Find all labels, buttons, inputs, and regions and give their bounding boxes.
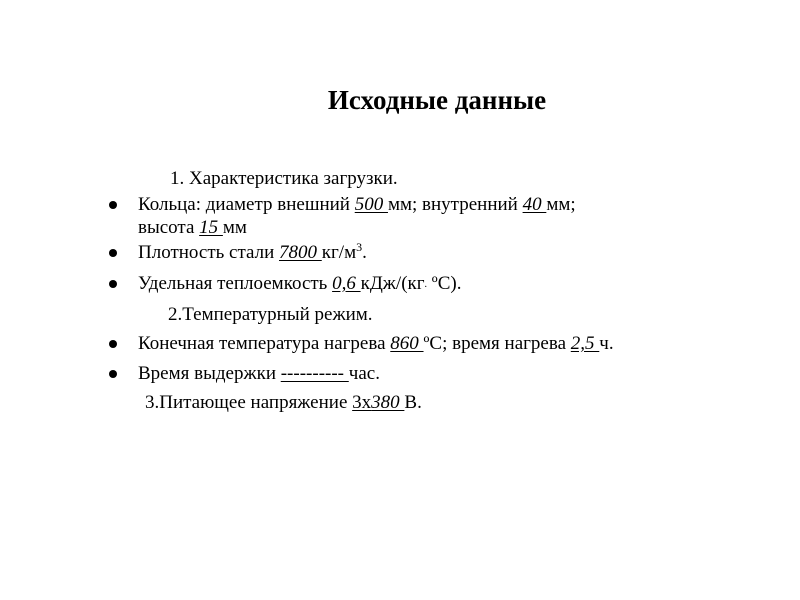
final-temp-unit: ºС; время нагрева xyxy=(423,333,571,354)
section-1-heading: 1. Характеристика загрузки. xyxy=(170,168,398,189)
heat-capacity-dot: . xyxy=(424,279,428,290)
heat-capacity-unit: кДж/(кг xyxy=(360,273,425,294)
section-3-heading xyxy=(145,392,422,414)
hold-time-label: Время выдержки xyxy=(138,363,281,384)
rings-label: Кольца: диаметр внешний xyxy=(138,194,355,215)
hold-time-value: ---------- xyxy=(280,363,349,384)
heating-time-value: 2,5 xyxy=(570,333,600,354)
slide-title: Исходные данные xyxy=(327,85,547,115)
density-end: . xyxy=(362,242,367,263)
final-temp-line xyxy=(138,333,614,355)
heat-capacity-unit-2: ºС). xyxy=(427,273,462,294)
density-value: 7800 xyxy=(279,242,322,263)
heat-capacity-line xyxy=(138,273,461,296)
hold-time-line xyxy=(138,363,380,385)
heat-capacity-value: 0,6 xyxy=(332,273,361,294)
final-temp-label: Конечная температура нагрева xyxy=(138,333,391,354)
rings-height-label: высота xyxy=(138,217,200,238)
rings-unit-1: мм; внутренний xyxy=(387,194,523,215)
density-unit: кг/м xyxy=(321,242,357,263)
hold-time-unit: час. xyxy=(348,363,380,384)
rings-height-unit: мм xyxy=(222,217,247,238)
rings-height-value: 15 xyxy=(199,217,223,238)
bullet-icon xyxy=(109,249,117,257)
rings-unit-2: мм; xyxy=(546,194,576,215)
density-sup: 3 xyxy=(356,240,363,254)
section-2-heading: 2.Температурный режим. xyxy=(168,304,373,325)
heating-time-unit: ч. xyxy=(599,333,614,354)
voltage-unit: В. xyxy=(404,392,422,413)
bullet-icon xyxy=(109,370,117,378)
bullet-icon xyxy=(109,340,117,348)
heat-capacity-label: Удельная теплоемкость xyxy=(138,273,333,294)
density-line xyxy=(138,242,367,264)
rings-inner-value: 40 xyxy=(522,194,547,215)
bullet-icon xyxy=(109,201,117,209)
rings-line xyxy=(138,194,576,216)
rings-outer-value: 500 xyxy=(354,194,388,215)
final-temp-value: 860 xyxy=(390,333,424,354)
density-label: Плотность стали xyxy=(138,242,280,263)
section-3-label: 3.Питающее напряжение xyxy=(145,392,353,413)
bullet-icon xyxy=(109,280,117,288)
rings-height-line xyxy=(138,217,247,239)
voltage-value-b: 380 xyxy=(371,392,405,413)
voltage-value-a: 3х xyxy=(352,392,372,413)
